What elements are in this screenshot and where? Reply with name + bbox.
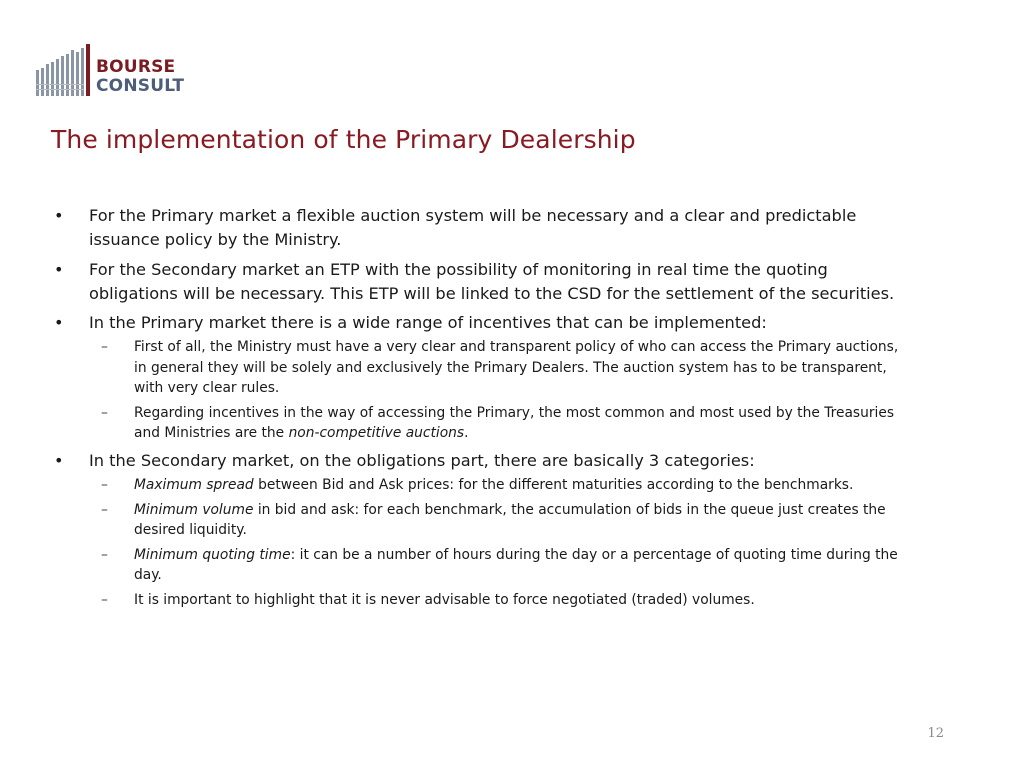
sub-bullet-text: First of all, the Ministry must have a very clear and transparent policy of who can access the Primary auctions, in general they will be solely and exclusively the Primary Dealers. The auction system has to be transparent, with very clear rules. xyxy=(134,339,899,397)
sub-bullet-item xyxy=(51,403,911,444)
bullet-text: In the Primary market there is a wide range of incentives that can be implemented: xyxy=(89,313,767,333)
bullet-item xyxy=(51,204,911,253)
bullet-item xyxy=(51,311,911,444)
bullet-icon: • xyxy=(54,259,64,279)
sub-bullet-item xyxy=(51,590,911,611)
logo-wordmark xyxy=(96,58,184,96)
sub-bullet-text: It is important to highlight that it is never advisable to force negotiated (traded) volumes. xyxy=(134,591,755,608)
sub-bullet-item xyxy=(51,475,911,496)
slide-title: The implementation of the Primary Dealership xyxy=(51,125,636,154)
logo-line-1: BOURSE xyxy=(96,57,176,77)
bullet-text: For the Secondary market an ETP with the possibility of monitoring in real time the quoting obligations will be necessary. This ETP will be linked to the CSD for the settlement of the securities. xyxy=(89,259,895,303)
bullet-icon: • xyxy=(54,313,64,333)
logo-line-2: CONSULT xyxy=(96,76,185,96)
bullet-item xyxy=(51,449,911,610)
bourse-consult-logo xyxy=(36,44,185,100)
logo-bars-icon xyxy=(36,44,96,100)
sub-bullet-text: Regarding incentives in the way of accessing the Primary, the most common and most used by the Treasuries and Ministries are the xyxy=(134,404,895,442)
bullet-icon: • xyxy=(54,206,64,225)
bullet-list xyxy=(51,204,911,615)
sub-bullet-item xyxy=(51,545,911,586)
dash-icon: – xyxy=(101,404,108,421)
dash-icon: – xyxy=(101,501,108,518)
bullet-item xyxy=(51,258,911,307)
sub-bullet-item xyxy=(51,337,911,399)
dash-icon: – xyxy=(101,591,108,608)
sub-bullet-list xyxy=(89,337,911,444)
bullet-text: In the Secondary market, on the obligations part, there are basically 3 categories: xyxy=(89,450,755,470)
emphasis-text: non-competitive auctions xyxy=(288,425,465,442)
sub-bullet-text: . xyxy=(464,425,469,442)
bullet-icon: • xyxy=(54,450,64,470)
sub-bullet-item xyxy=(51,500,911,541)
emphasis-text: Minimum volume xyxy=(134,501,254,518)
dash-icon: – xyxy=(101,546,108,563)
dash-icon: – xyxy=(101,477,108,494)
emphasis-text: Minimum quoting time xyxy=(134,546,291,563)
sub-bullet-text: in bid and ask: for each benchmark, the accumulation of bids in the queue just creates the desired liquidity. xyxy=(134,501,886,539)
sub-bullet-text: between Bid and Ask prices: for the different maturities according to the benchmarks. xyxy=(253,477,854,494)
sub-bullet-list xyxy=(89,475,911,610)
page-number: 12 xyxy=(927,726,944,741)
bullet-text: For the Primary market a flexible auction system will be necessary and a clear and predictable issuance policy by the Ministry. xyxy=(89,206,857,250)
emphasis-text: Maximum spread xyxy=(134,477,254,494)
sub-bullet-text: : it can be a number of hours during the day or a percentage of quoting time during the day. xyxy=(134,546,898,584)
dash-icon: – xyxy=(101,339,108,356)
